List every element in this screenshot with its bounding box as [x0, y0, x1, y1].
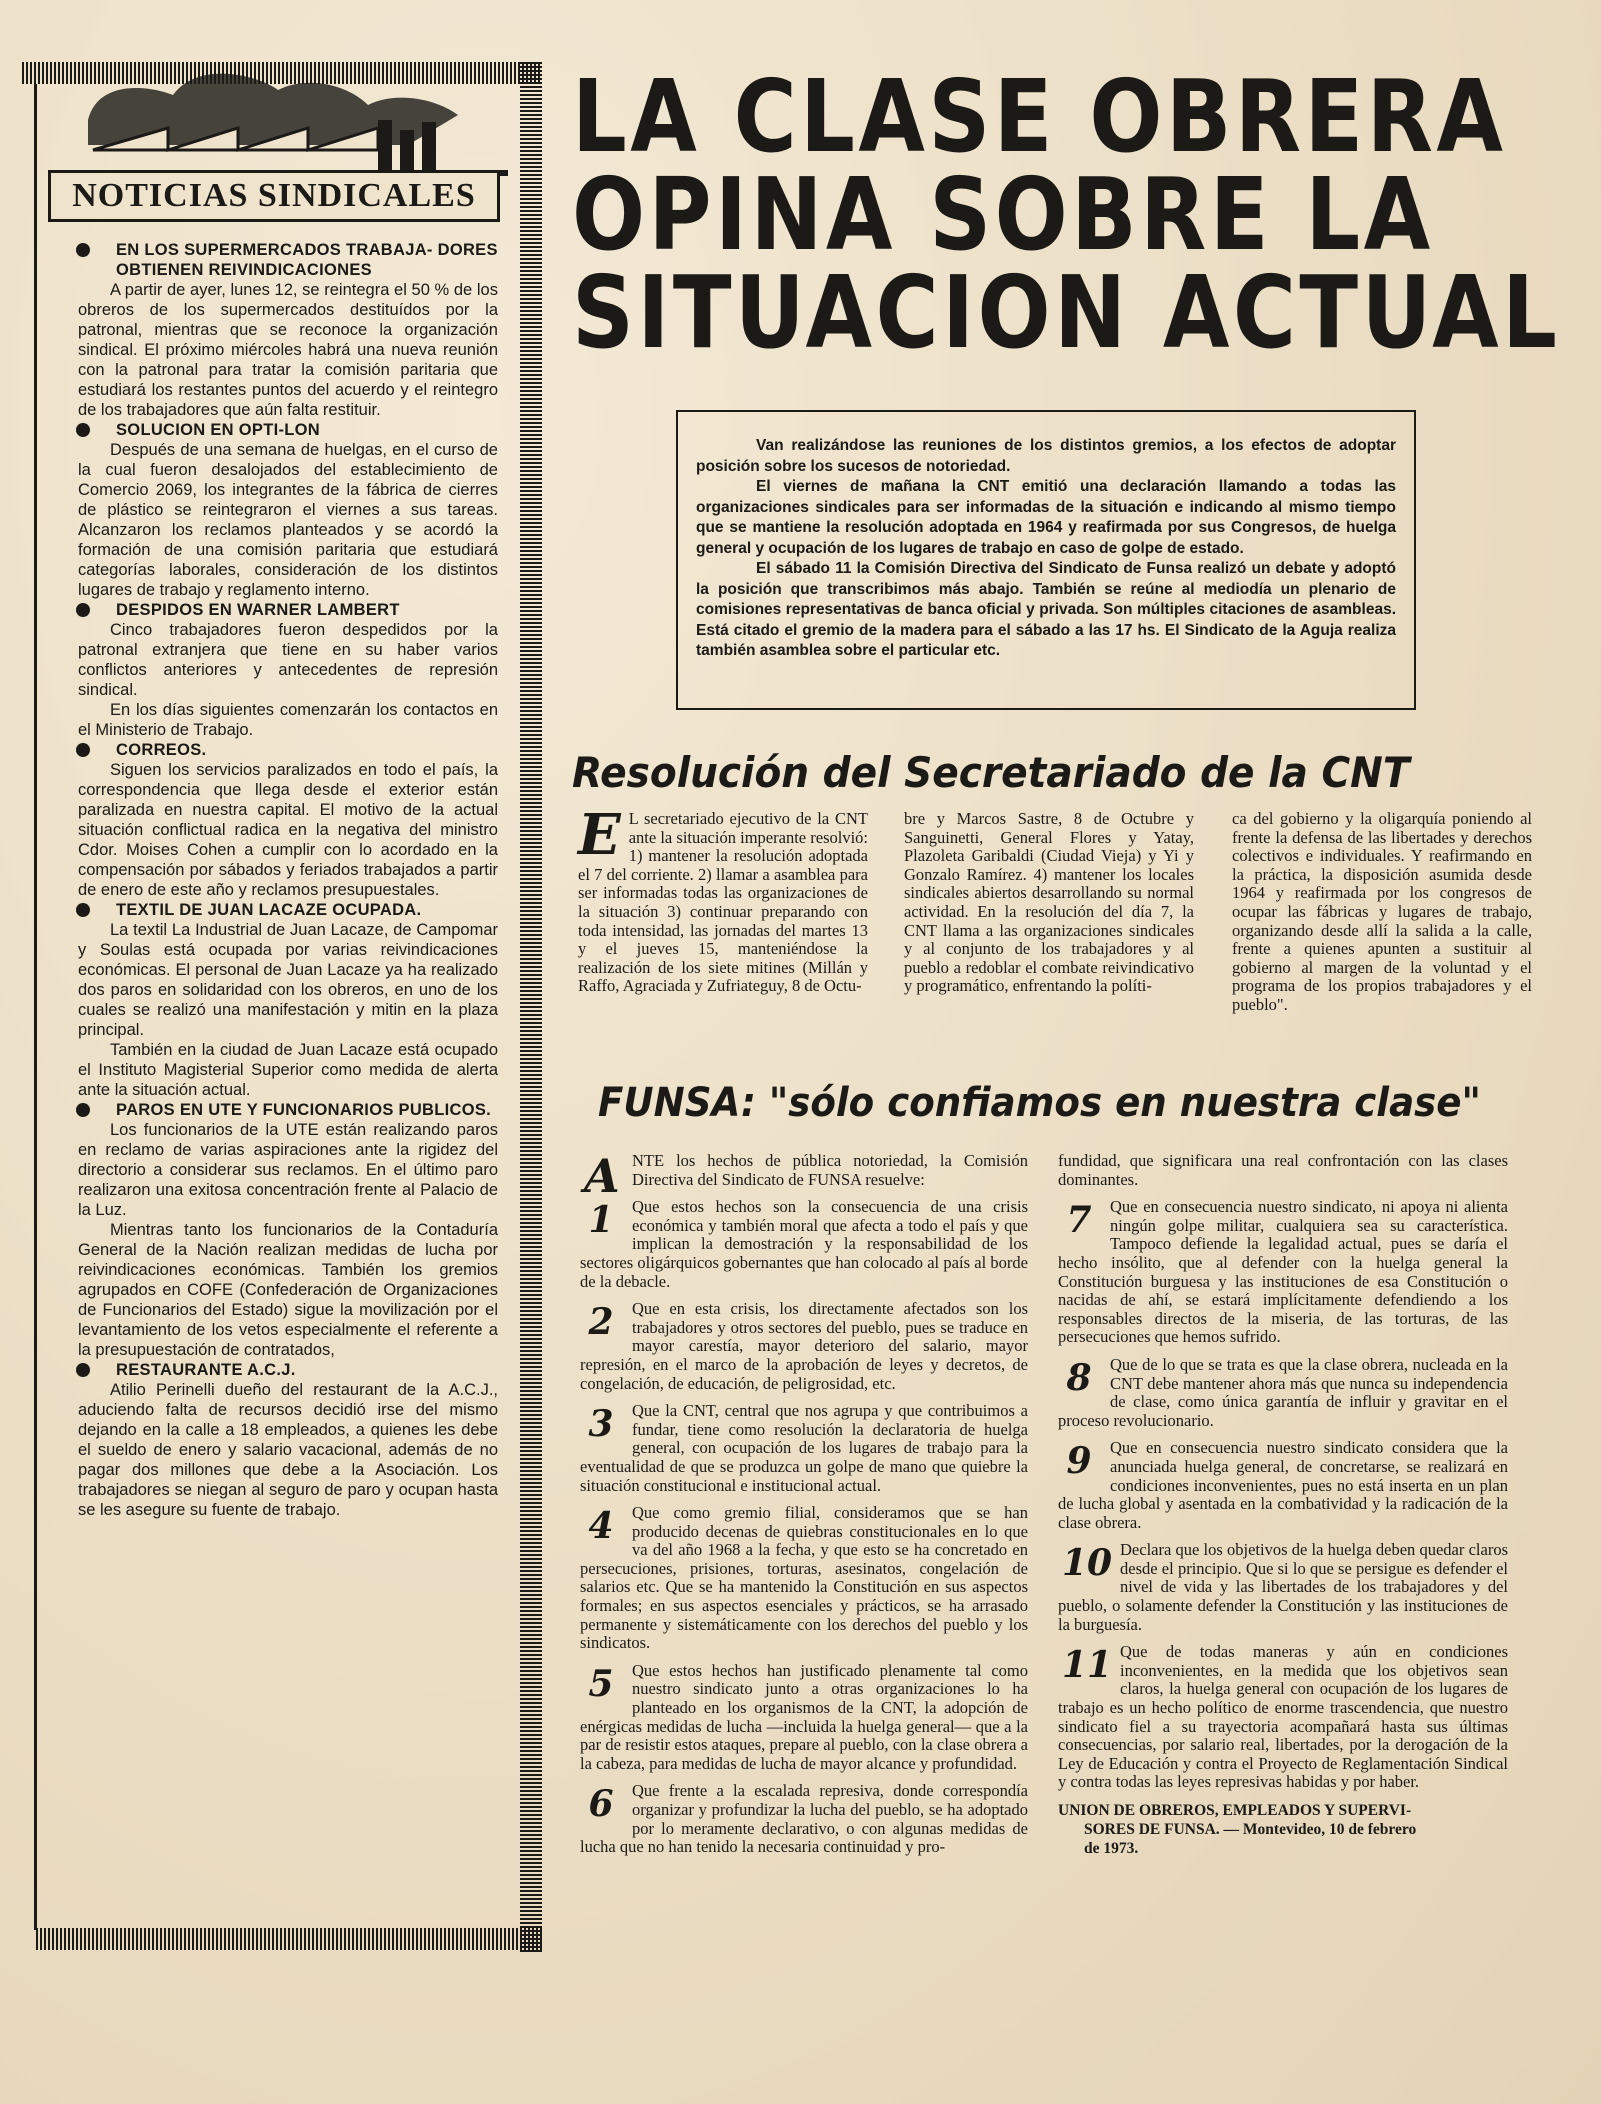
news-paragraph: A partir de ayer, lunes 12, se reintegra el 50 % de los obreros de los supermercados destituídos por la patronal, mientras que se reconoce la organización sindical. El próximo miércoles habrá una nueva reunión con la patronal para tratar la comisión paritaria que estudiará los restantes puntos del acuerdo y el reintegro de los trabajadores que aún falta restituir. — [78, 281, 498, 419]
news-paragraph: Después de una semana de huelgas, en el curso de la cual fueron desalojados del establecimiento de Comercio 2069, los integrantes de la fábrica de cierres de plástico se reintegraron el viernes a sus tareas. Alcanzaron los reclamos planteados y se acordó la formación de una comisión paritaria que estudiará categorías laborales, consideración de los distintos lugares de trabajo y reglamento interno. — [78, 441, 498, 599]
news-title: DESPIDOS EN WARNER LAMBERT — [78, 600, 498, 620]
funsa-point: 3 Que la CNT, central que nos agrupa y que contribuimos a fundar, tiene como resolución la declaratoria de huelga general, con ocupación de los lugares de trabajo para la eventualidad de que se produzca un golpe de mano que quiebre la situación constitucional e institucional actual. — [580, 1401, 1028, 1495]
funsa-point: 5 Que estos hechos han justificado plenamente tal como nuestro sindicato junto a otras organizaciones lo ha planteado en los organismos de la CNT, la adopción de enérgicas medidas de lucha —incluida la huelga general— que a la par de resistir estos ataques, prepare al pueblo, con la clase obrera a la cabeza, para medidas de lucha de mayor alcance y profundidad. — [580, 1660, 1028, 1773]
bullet-icon — [76, 243, 90, 257]
cnt-column: bre y Marcos Sastre, 8 de Octubre y Sanguinetti, General Flores y Yatay, Plazoleta Garibaldi (Ciudad Vieja) y Yi y Gonzalo Ramírez. 4) mantener los locales sindicales abiertos desarrollando su normal actividad. En la resolución del día 7, la CNT llama a las organizaciones sindicales y al conjunto de los trabajadores y al pueblo a redoblar el combate reivindicativo y programático, enfrentando la políti- — [904, 809, 1194, 996]
funsa-point: 8 Que de lo que se trata es que la clase obrera, nucleada en la CNT debe mantener ahora más que nunca su independencia de clase, como única garantía de influir y gravitar en el proceso revolucionario. — [1058, 1354, 1508, 1430]
point-number: 4 — [588, 1505, 614, 1548]
point-number: 8 — [1066, 1356, 1092, 1399]
intro-paragraph: El sábado 11 la Comisión Directiva del Sindicato de Funsa realizó un debate y adoptó la posición que transcribimos más abajo. También se reúne al mediodía un plenario de comisiones representativas de banca oficial y privada. Son múltiples citaciones de asambleas. Está citado el gremio de la madera para el sábado a las 17 hs. El Sindicato de la Aguja realiza también asamblea sobre el particular etc. — [696, 560, 1396, 659]
news-title: SOLUCION EN OPTI-LON — [78, 420, 498, 440]
news-item — [78, 600, 498, 740]
sidebar-right-border — [520, 62, 542, 1952]
point-number: 10 — [1062, 1542, 1113, 1585]
bullet-icon — [76, 1363, 90, 1377]
funsa-point: 9 Que en consecuencia nuestro sindicato considera que la anunciada huelga general, de concretarse, se realizará en condiciones inconvenientes, pues no está inserta en un plan de lucha global y asentada en la combatividad y la radicación de la clase obrera. — [1058, 1438, 1508, 1532]
news-title: EN LOS SUPERMERCADOS TRABAJA- DORES OBTIENEN REIVINDICACIONES — [78, 240, 498, 280]
sidebar-bottom-border — [36, 1928, 542, 1950]
point-number: 11 — [1062, 1644, 1113, 1687]
noticias-sindicales-heading: NOTICIAS SINDICALES — [48, 170, 500, 222]
bullet-icon — [76, 903, 90, 917]
news-title: RESTAURANTE A.C.J. — [78, 1360, 498, 1380]
funsa-point: 11 Que de todas maneras y aún en condiciones inconvenientes, en la medida que los objetivos sean claros, la huelga general con ocupación de los lugares de trabajo es un hecho político de enorme trascendencia, que nuestro sindicato fiel a su trayectoria acompañará hasta sus últimas consecuencias, por salario real, libertades, por la derogación de la Ley de Educación y contra el Proyecto de Reglamentación Sindical y contra todas las leyes represivas habidas y por haber. — [1058, 1642, 1508, 1792]
headline-line: SITUACION ACTUAL — [572, 254, 1561, 371]
intro-box — [676, 410, 1416, 710]
news-item — [78, 1360, 498, 1520]
funsa-right-column — [1058, 1152, 1508, 1858]
news-paragraph: Cinco trabajadores fueron despedidos por la patronal extranjera que tiene en su haber varios conflictos anteriores y antecedentes de represión sindical. — [78, 621, 498, 699]
headline-line: OPINA SOBRE LA — [572, 156, 1434, 273]
funsa-left-column — [580, 1149, 1028, 1866]
sidebar-news-list — [78, 240, 498, 1520]
bullet-icon — [76, 423, 90, 437]
signature-line: de 1973. — [1084, 1840, 1139, 1857]
cnt-column: ca del gobierno y la oligarquía poniendo al frente la defensa de las libertades y derechos colectivos e individuales. Y reafirmando en la práctica, la disposición asumida desde 1964 y reafirmada por los congresos de ocupar las fábricas y lugares de trabajo, organizando desde allí la salida a la calle, frente a quienes apunten a sustituir al gobierno al margen de la voluntad y el programa de los propios trabajadores y el pueblo". — [1232, 809, 1532, 1014]
factory-illustration — [78, 50, 508, 180]
sidebar-left-rule — [34, 84, 37, 1930]
signature-line: SORES DE FUNSA. — Montevideo, 10 de febrero — [1084, 1821, 1417, 1838]
news-item — [78, 1100, 498, 1360]
funsa-section-title: FUNSA: "sólo confiamos en nuestra clase" — [598, 1080, 1481, 1126]
point-number: 5 — [588, 1662, 614, 1705]
news-item — [78, 420, 498, 600]
signature — [1058, 1801, 1508, 1858]
funsa-point: 7 Que en consecuencia nuestro sindicato, ni apoya ni alienta ningún golpe militar, cualquiera sea su característica. Tampoco defiende la legalidad actual, pues se daría el hecho insólito, que al defender con la huelga general la Constitución burguesa y las instituciones de esa Constitución o nacidas de ahí, se estará implícitamente defendiendo a los responsables directos de la miseria, de las torturas, de las persecuciones que hemos sufrido. — [1058, 1197, 1508, 1347]
news-paragraph: Siguen los servicios paralizados en todo el país, la correspondencia que llega desde el exterior están paralizada en nuestra capital. El motivo de la actual situación conflictual radica en la negativa del ministro Cdor. Moises Cohen a cumplir con lo acordado en la compensación por sábados y feriados trabajados a partir de enero de este año y reclamos presupuestales. — [78, 761, 498, 899]
news-title: CORREOS. — [78, 740, 498, 760]
point-number: 3 — [588, 1403, 614, 1446]
news-title: TEXTIL DE JUAN LACAZE OCUPADA. — [78, 900, 498, 920]
headline-line: LA CLASE OBRERA — [572, 58, 1507, 175]
funsa-point: 6 Que frente a la escalada represiva, donde correspondía organizar y profundizar la lucha del pueblo, se ha adoptado por lo meramente declarativo, o con algunas medidas de lucha que no han tenido la necesaria continuidad y pro- — [580, 1781, 1028, 1857]
news-title: PAROS EN UTE Y FUNCIONARIOS PUBLICOS. — [78, 1100, 498, 1120]
news-paragraph: También en la ciudad de Juan Lacaze está ocupado el Instituto Magisterial Superior como medida de alerta ante la situación actual. — [78, 1041, 498, 1099]
bullet-icon — [76, 603, 90, 617]
funsa-point: 10 Declara que los objetivos de la huelga deben quedar claros desde el principio. Que si lo que se persigue es defender el nivel de vida y las libertades de los trabajadores y del pueblo, o solamente defender la Constitución y las instituciones de la burguesía. — [1058, 1540, 1508, 1634]
bullet-icon — [76, 1103, 90, 1117]
news-paragraph: La textil La Industrial de Juan Lacaze, de Campomar y Soulas está ocupada por varias reivindicaciones económicas. El personal de Juan Lacaze ya ha realizado dos paros en solidaridad con los obreros, en uno de los cuales se realizó una manifestación y mitin en la plaza principal. — [78, 921, 498, 1039]
news-item — [78, 740, 498, 900]
point-number: 2 — [588, 1301, 614, 1344]
intro-paragraph: El viernes de mañana la CNT emitió una declaración llamando a todas las organizaciones sindicales para ser informadas de la situación e indicando al mismo tiempo que se mantiene la resolución adoptada en 1964 y reafirmada por sus Congresos, de huelga general y ocupación de los lugares de trabajo en caso de golpe de estado. — [696, 478, 1396, 557]
point-number: 7 — [1066, 1199, 1092, 1242]
funsa-point: 4 Que como gremio filial, consideramos que se han producido decenas de quiebras constitucionales en lo que va del año 1968 a la fecha, y que esto se ha concretado en persecuciones, prisiones, torturas, asesinatos, congelación de salarios etc. Que se ha mantenido la Constitución en sus aspectos formales; en sus aspectos esenciales y prácticos, se ha arrasado permanente y sistemáticamente con los derechos del pueblo y los sindicatos. — [580, 1503, 1028, 1653]
funsa-point: 2 Que en esta crisis, los directamente afectados son los trabajadores y otros sectores del pueblo, pues se traduce en mayor carestía, mayor deterioro del salario, mayor represión, en el marco de la aprobación de leyes y decretos, de congelación, de educación, de peligrosidad, etc. — [580, 1299, 1028, 1393]
cnt-column: E L secretariado ejecutivo de la CNT ante la situación imperante resolvió: 1) mantener la resolución adoptada el 7 del corriente. 2) llamar a asamblea para ser informadas todas las organizaciones de la situación 3) continuar preparando con toda intensidad, las jornadas del martes 13 y el jueves 15, manteniéndose la realización de los siete mitines (Millán y Raffo, Agraciada y Zufriateguy, 8 de Octu- — [578, 802, 868, 996]
point-number: 1 — [588, 1199, 614, 1242]
news-paragraph: Los funcionarios de la UTE están realizando paros en reclamo de varias aspiraciones ante la rigidez del directorio a considerar sus reclamos. En el último paro realizaron una exitosa concentración frente al Palacio de la Luz. — [78, 1121, 498, 1219]
news-paragraph: Mientras tanto los funcionarios de la Contaduría General de la Nación realizan medidas de lucha por reivindicaciones económicas. También los gremios agrupados en COFE (Confederación de Organizaciones de Funcionarios del Estado) sigue la movilización por el levantamiento de los vetos especialmente el referente a la presupuestación de contratados, — [78, 1221, 498, 1359]
intro-paragraph: Van realizándose las reuniones de los distintos gremios, a los efectos de adoptar posición sobre los sucesos de notoriedad. — [696, 437, 1396, 475]
news-paragraph: En los días siguientes comenzarán los contactos en el Ministerio de Trabajo. — [78, 701, 498, 739]
news-paragraph: Atilio Perinelli dueño del restaurant de la A.C.J., aduciendo falta de recursos decidió irse del mismo dejando en la calle a 18 empleados, a quienes les debe el sueldo de enero y salario vacacional, además de no pagar dos millones que debe a la Asociación. Los trabajadores se niegan al seguro de paro y ocupan hasta se les asegure su fuente de trabajo. — [78, 1381, 498, 1519]
funsa-continuation: fundidad, que significara una real confrontación con las clases dominantes. — [1058, 1151, 1508, 1189]
funsa-point: 1 Que estos hechos son la consecuencia de una crisis económica y también moral que afecta a todo el país y que implican la demostración y la responsabilidad de los sectores oligárquicos gobernantes que han colocado al país al borde de la debacle. — [580, 1197, 1028, 1291]
signature-line: UNION DE OBREROS, EMPLEADOS Y SUPERVI- — [1058, 1802, 1412, 1819]
funsa-intro: A NTE los hechos de pública notoriedad, la Comisión Directiva del Sindicato de FUNSA resuelve: — [584, 1149, 1028, 1203]
dropcap: A — [584, 1149, 620, 1203]
bullet-icon — [76, 743, 90, 757]
page-headline — [572, 58, 1561, 371]
news-item — [78, 900, 498, 1100]
point-number: 6 — [588, 1783, 614, 1826]
news-item — [78, 240, 498, 420]
dropcap: E — [578, 802, 621, 868]
cnt-section-title: Resolución del Secretariado de la CNT — [572, 748, 1410, 797]
point-number: 9 — [1066, 1440, 1092, 1483]
